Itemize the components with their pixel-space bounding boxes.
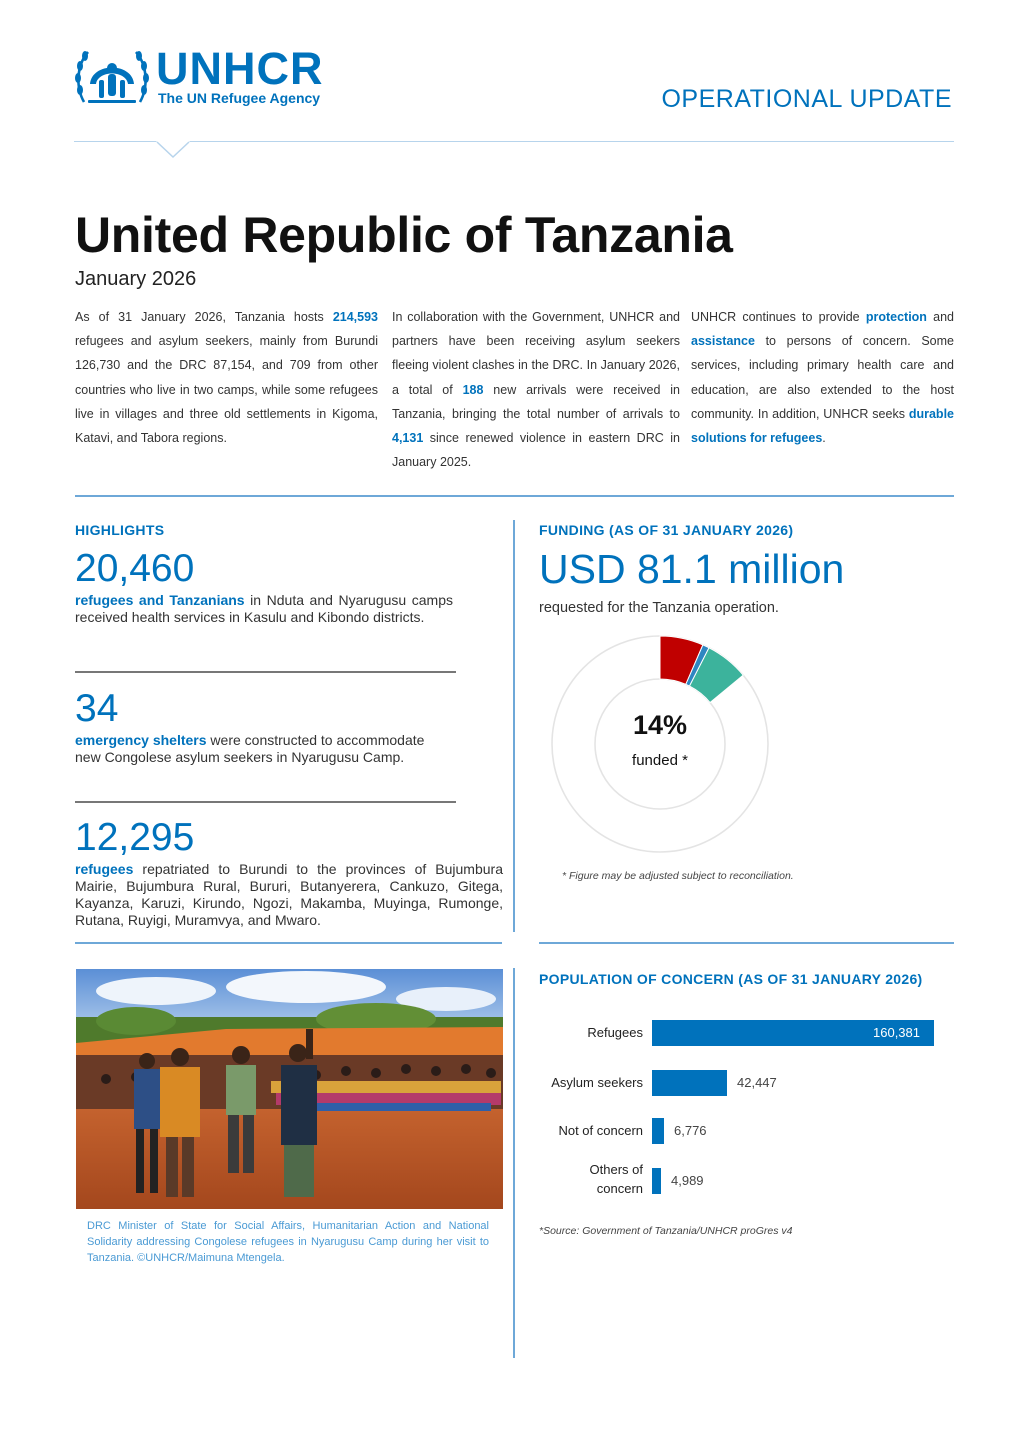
bar-others-of-concern — [652, 1168, 661, 1194]
logo-tagline: The UN Refugee Agency — [158, 90, 321, 106]
population-title: POPULATION OF CONCERN (AS OF 31 JANUARY 2026) — [539, 971, 923, 987]
new-arrivals-figure: 188 — [462, 382, 484, 397]
highlight-text — [75, 861, 503, 929]
population-bar-chart — [539, 1008, 954, 1208]
highlight-lead: emergency shelters — [75, 732, 207, 748]
intro-text: . — [822, 431, 826, 446]
bar-label-refugees: Refugees — [587, 1025, 643, 1040]
section-divider — [75, 942, 502, 944]
intro-column-3 — [691, 305, 954, 450]
highlight-body: repatriated to Burundi to the provinces of Bujumbura Mairie, Bujumbura Rural, Bururi, Butanyerera, Cankuzo, Gitega, Kayanza, Karuzi, Kirundo, Ngozi, Makamba, Muyinga, Rumonge, Rutana, Ruyigi, Muramvya, and Mwaro. — [75, 861, 503, 928]
total-population-figure: 214,593 — [332, 310, 378, 324]
bar-not-of-concern — [652, 1118, 664, 1144]
protection-link[interactable]: protection — [865, 310, 927, 324]
bar-label-others-of-concern: Others of concern — [589, 1162, 643, 1196]
durable-solutions-link[interactable]: durable solutions for refugees — [691, 406, 954, 446]
section-divider — [75, 495, 954, 497]
column-divider — [513, 520, 515, 932]
funded-label: funded * — [632, 752, 688, 769]
intro-text: In collaboration with the Government, UNHCR and partners have been receiving asylum seekers fleeing violent clashes in the DRC. In January 2026, a total of — [392, 310, 680, 397]
unhcr-logo — [74, 44, 354, 108]
funding-footnote: * Figure may be adjusted subject to reconciliation. — [562, 870, 794, 882]
bar-value-asylum-seekers: 42,447 — [737, 1075, 777, 1090]
highlight-number: 12,295 — [75, 816, 195, 859]
highlight-lead: refugees — [75, 861, 134, 877]
intro-text: refugees and asylum seekers, mainly from Burundi 126,730 and the DRC 87,154, and 709 from other countries who live in two camps, while some refugees live in villages and three old settlements in Kigoma, Katavi, and Tabora regions. — [75, 334, 378, 446]
intro-text: and — [926, 310, 954, 324]
photo-caption: DRC Minister of State for Social Affairs, Humanitarian Action and National Solidarity addressing Congolese refugees in Nyarugusu Camp during her visit to Tanzania. ©UNHCR/Maimuna Mtengela. — [87, 1220, 489, 1264]
highlight-body: in Nduta and Nyarugusu camps received health services in Kasulu and Kibondo districts. — [75, 592, 453, 625]
section-divider — [539, 942, 954, 944]
intro-text: since renewed violence in eastern DRC in January 2025. — [392, 431, 680, 470]
funding-donut-chart — [548, 632, 772, 856]
header-notch-icon — [156, 141, 190, 159]
intro-text: UNHCR continues to provide — [691, 310, 866, 324]
intro-text: to persons of concern. Some services, including primary health care and education, are also extended to the host community. In addition, UNHCR seeks — [691, 334, 954, 421]
logo-wordmark: UNHCR — [156, 43, 324, 94]
highlight-lead: refugees and Tanzanians — [75, 592, 245, 608]
highlight-text — [75, 732, 425, 766]
intro-text: As of 31 January 2026, Tanzania hosts — [75, 310, 333, 324]
highlight-text — [75, 592, 453, 626]
refugees-gathering-photo — [76, 969, 503, 1209]
bar-value-not-of-concern: 6,776 — [674, 1123, 707, 1138]
report-date: January 2026 — [75, 268, 197, 290]
bar-asylum-seekers — [652, 1070, 727, 1096]
highlight-number: 20,460 — [75, 547, 195, 590]
donut-inner-ring — [595, 679, 725, 809]
page-title: United Republic of Tanzania — [75, 207, 733, 263]
assistance-link[interactable]: assistance — [691, 334, 755, 349]
funded-percent: 14% — [632, 710, 688, 740]
bar-label-asylum-seekers: Asylum seekers — [551, 1075, 643, 1090]
column-divider — [513, 968, 515, 1358]
total-arrivals-figure: 4,131 — [392, 431, 424, 446]
intro-column-2 — [392, 305, 680, 474]
bar-value-refugees: 160,381 — [873, 1025, 920, 1040]
population-source-note: *Source: Government of Tanzania/UNHCR proGres v4 — [539, 1225, 793, 1237]
funding-title: FUNDING (AS OF 31 JANUARY 2026) — [539, 522, 794, 538]
highlights-title: HIGHLIGHTS — [75, 522, 165, 538]
highlight-number: 34 — [75, 687, 119, 730]
document-type-label: OPERATIONAL UPDATE — [661, 85, 952, 113]
bar-label-not-of-concern: Not of concern — [558, 1123, 643, 1138]
highlight-separator — [75, 671, 456, 673]
unhcr-emblem-icon — [74, 44, 150, 108]
intro-column-1 — [75, 305, 378, 450]
highlight-body: were constructed to accommodate new Congolese asylum seekers in Nyarugusu Camp. — [75, 732, 425, 765]
funding-subtitle: requested for the Tanzania operation. — [539, 600, 779, 616]
highlight-separator — [75, 801, 456, 803]
header-divider — [74, 141, 954, 142]
bar-value-others-of-concern: 4,989 — [671, 1173, 704, 1188]
funding-amount: USD 81.1 million — [539, 546, 845, 592]
intro-text: new arrivals were received in Tanzania, bringing the total number of arrivals to — [392, 382, 680, 421]
